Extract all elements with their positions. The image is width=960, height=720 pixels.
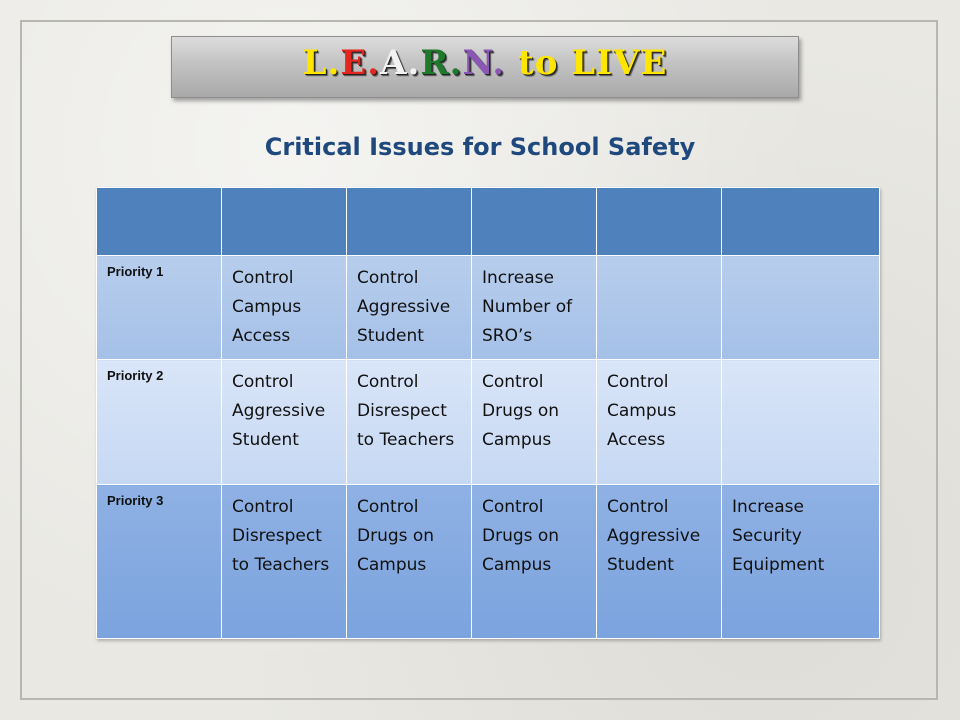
table-cell: Control Aggressive Student — [347, 256, 472, 360]
page-subtitle: Critical Issues for School Safety — [264, 133, 696, 161]
table-cell: Control Drugs on Campus — [347, 485, 472, 639]
table-cell — [722, 256, 880, 360]
header-cell — [472, 188, 597, 256]
table-cell — [722, 360, 880, 485]
banner-letter-e: E. — [340, 43, 381, 83]
header-cell — [722, 188, 880, 256]
banner-letter-l: L. — [302, 43, 341, 83]
table-row — [97, 256, 880, 360]
header-cell — [97, 188, 222, 256]
header-cell — [347, 188, 472, 256]
banner-title — [303, 43, 668, 83]
table-cell: Control Drugs on Campus — [472, 360, 597, 485]
banner-word-to: to — [505, 43, 572, 83]
priority-label: Priority 1 — [97, 256, 222, 360]
table-cell: Control Disrespect to Teachers — [222, 485, 347, 639]
table-cell: Control Campus Access — [222, 256, 347, 360]
table-cell: Control Disrespect to Teachers — [347, 360, 472, 485]
header-cell — [597, 188, 722, 256]
banner-letter-r: R. — [420, 43, 463, 83]
banner-letter-a: A. — [380, 43, 421, 83]
banner-word-live: LIVE — [571, 43, 668, 83]
title-banner — [171, 36, 799, 98]
table-cell: Control Aggressive Student — [597, 485, 722, 639]
header-cell — [222, 188, 347, 256]
table-cell: Control Aggressive Student — [222, 360, 347, 485]
priority-table — [96, 187, 880, 639]
table-cell: Control Drugs on Campus — [472, 485, 597, 639]
priority-label: Priority 2 — [97, 360, 222, 485]
table-cell: Control Campus Access — [597, 360, 722, 485]
table-header-row — [97, 188, 880, 256]
priority-label: Priority 3 — [97, 485, 222, 639]
table-row — [97, 360, 880, 485]
table-row — [97, 485, 880, 639]
table-cell: Increase Security Equipment — [722, 485, 880, 639]
table-cell: Increase Number of SRO’s — [472, 256, 597, 360]
banner-letter-n: N. — [462, 43, 506, 83]
table-cell — [597, 256, 722, 360]
